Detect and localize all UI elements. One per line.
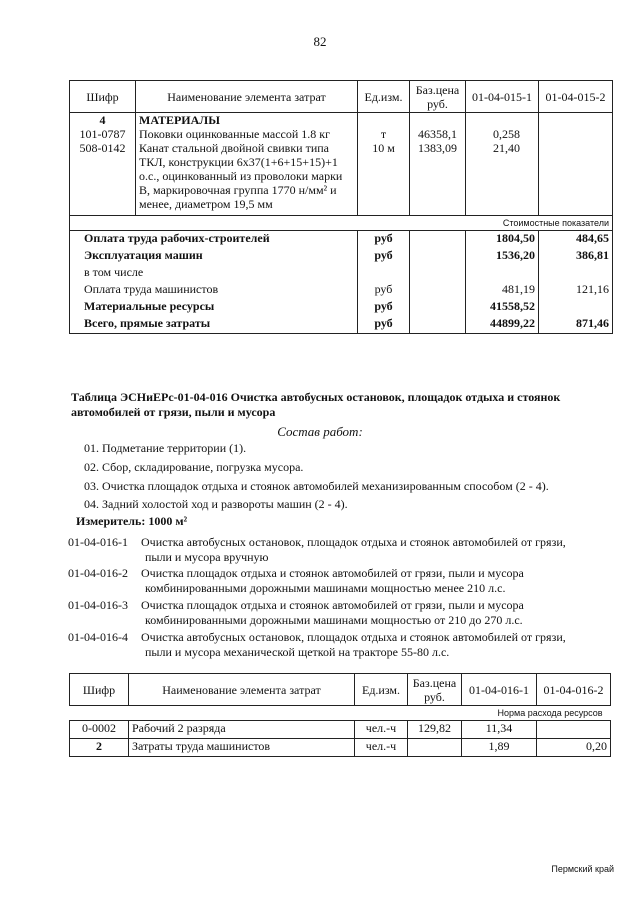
table-header-row bbox=[70, 674, 611, 706]
cost-name: Всего, прямые затраты bbox=[70, 316, 358, 334]
resource-name: Затраты труда машинистов bbox=[129, 739, 355, 757]
resource-code: 0-0002 bbox=[70, 721, 129, 739]
table-title: Таблица ЭСНиЕРс-01-04-016 Очистка автобусных остановок, площадок отдыха и стоянок автомобилей от грязи, пыли и мусора bbox=[71, 390, 561, 419]
item-description bbox=[141, 566, 611, 596]
cost-row bbox=[70, 265, 613, 282]
resource-unit: чел.-ч bbox=[355, 721, 408, 739]
cost-value-1: 41558,52 bbox=[466, 299, 539, 316]
header-code: Шифр bbox=[70, 674, 129, 706]
resource-price bbox=[408, 739, 462, 757]
item-description-line: пыли и мусора механической щеткой на тракторе 55-80 л.с. bbox=[145, 645, 450, 659]
cost-name: Оплата труда рабочих-строителей bbox=[70, 231, 358, 249]
material-unit: т bbox=[358, 127, 410, 141]
norm-caption-row bbox=[70, 706, 611, 721]
cost-value-1: 1804,50 bbox=[466, 231, 539, 249]
material-value-2 bbox=[539, 141, 613, 216]
resource-value-2 bbox=[537, 721, 611, 739]
item-description-line: Очистка площадок отдыха и стоянок автомобилей от грязи, пыли и мусора bbox=[141, 598, 524, 612]
table-row bbox=[70, 721, 611, 739]
material-price: 1383,09 bbox=[410, 141, 466, 216]
header-name: Наименование элемента затрат bbox=[129, 674, 355, 706]
composition-heading: Состав работ: bbox=[277, 424, 363, 439]
cost-unit: руб bbox=[358, 248, 410, 265]
cost-unit: руб bbox=[358, 299, 410, 316]
cost-value-1: 481,19 bbox=[466, 282, 539, 299]
resource-value-2: 0,20 bbox=[537, 739, 611, 757]
item-code: 01-04-016-4 bbox=[68, 630, 128, 644]
item-code: 01-04-016-2 bbox=[68, 566, 128, 580]
material-name-line: Канат стальной двойной свивки типа bbox=[139, 141, 330, 155]
material-name bbox=[136, 141, 358, 216]
item-description-line: Очистка автобусных остановок, площадок отдыха и стоянок автомобилей от грязи, bbox=[141, 535, 566, 549]
resource-table-01-04-016 bbox=[69, 673, 611, 757]
work-item: 03. Очистка площадок отдыха и стоянок автомобилей механизированным способом (2 - 4). bbox=[84, 479, 549, 493]
table-header-row bbox=[70, 81, 613, 113]
work-item: 01. Подметание территории (1). bbox=[84, 441, 247, 455]
header-code: Шифр bbox=[70, 81, 136, 113]
cost-value-1: 1536,20 bbox=[466, 248, 539, 265]
page-number: 82 bbox=[313, 34, 327, 49]
header-unit: Ед.изм. bbox=[358, 81, 410, 113]
header-name: Наименование элемента затрат bbox=[136, 81, 358, 113]
cost-name: Материальные ресурсы bbox=[70, 299, 358, 316]
cost-row bbox=[70, 282, 613, 299]
header-col-016-2: 01-04-016-2 bbox=[537, 674, 611, 706]
header-base-price: Баз.цена руб. bbox=[410, 81, 466, 113]
item-description bbox=[141, 535, 611, 565]
item-description-line: Очистка площадок отдыха и стоянок автомобилей от грязи, пыли и мусора bbox=[141, 566, 524, 580]
material-name-line: менее, диаметром 19,5 мм bbox=[139, 197, 273, 211]
item-description bbox=[141, 598, 611, 628]
section-code: 4 bbox=[70, 113, 136, 128]
section-row bbox=[70, 113, 613, 128]
cost-value-2 bbox=[539, 299, 613, 316]
material-unit: 10 м bbox=[358, 141, 410, 216]
material-name-line: о.с., оцинкованный из проволоки марки bbox=[139, 169, 343, 183]
cost-caption-row bbox=[70, 216, 613, 231]
cost-row bbox=[70, 248, 613, 265]
table-row bbox=[70, 127, 613, 141]
header-col-016-1: 01-04-016-1 bbox=[462, 674, 537, 706]
material-value-2 bbox=[539, 127, 613, 141]
header-unit: Ед.изм. bbox=[355, 674, 408, 706]
material-name: Поковки оцинкованные массой 1.8 кг bbox=[136, 127, 358, 141]
cost-unit: руб bbox=[358, 231, 410, 249]
resource-unit: чел.-ч bbox=[355, 739, 408, 757]
footer-region: Пермский край bbox=[551, 864, 614, 874]
material-value-1: 0,258 bbox=[466, 127, 539, 141]
resource-name: Рабочий 2 разряда bbox=[129, 721, 355, 739]
resource-table-01-04-015 bbox=[69, 80, 613, 334]
resource-value-1: 11,34 bbox=[462, 721, 537, 739]
header-col-015-2: 01-04-015-2 bbox=[539, 81, 613, 113]
material-name-line: ТКЛ, конструкции 6х37(1+6+15+15)+1 bbox=[139, 155, 338, 169]
cost-name: в том числе bbox=[70, 265, 358, 282]
material-price: 46358,1 bbox=[410, 127, 466, 141]
resource-code: 2 bbox=[70, 739, 129, 757]
material-name-line: В, маркировочная группа 1770 н/мм² и bbox=[139, 183, 337, 197]
item-code: 01-04-016-1 bbox=[68, 535, 128, 549]
table-row bbox=[70, 141, 613, 216]
cost-value-2: 386,81 bbox=[539, 248, 613, 265]
cost-row bbox=[70, 231, 613, 249]
cost-row bbox=[70, 316, 613, 334]
item-description-line: комбинированными дорожными машинами мощностью менее 210 л.с. bbox=[145, 581, 506, 595]
cost-name: Эксплуатация машин bbox=[70, 248, 358, 265]
cost-value-2: 121,16 bbox=[539, 282, 613, 299]
cost-unit: руб bbox=[358, 282, 410, 299]
item-description bbox=[141, 630, 611, 660]
cost-name: Оплата труда машинистов bbox=[70, 282, 358, 299]
resource-value-1: 1,89 bbox=[462, 739, 537, 757]
material-code: 508-0142 bbox=[70, 141, 136, 216]
item-description-line: Очистка автобусных остановок, площадок отдыха и стоянок автомобилей от грязи, bbox=[141, 630, 566, 644]
work-item: 04. Задний холостой ход и развороты машин (2 - 4). bbox=[84, 497, 348, 511]
cost-value-1: 44899,22 bbox=[466, 316, 539, 334]
norm-caption: Норма расхода ресурсов bbox=[70, 706, 611, 721]
section-name: МАТЕРИАЛЫ bbox=[136, 113, 358, 128]
work-item: 02. Сбор, складирование, погрузка мусора. bbox=[84, 460, 304, 474]
cost-value-2: 484,65 bbox=[539, 231, 613, 249]
resource-price: 129,82 bbox=[408, 721, 462, 739]
item-description-line: комбинированными дорожными машинами мощностью от 210 до 270 л.с. bbox=[145, 613, 523, 627]
cost-value-2: 871,46 bbox=[539, 316, 613, 334]
item-description-line: пыли и мусора вручную bbox=[145, 550, 269, 564]
material-value-1: 21,40 bbox=[466, 141, 539, 216]
item-code: 01-04-016-3 bbox=[68, 598, 128, 612]
material-code: 101-0787 bbox=[70, 127, 136, 141]
measure-unit: Измеритель: 1000 м² bbox=[76, 514, 188, 528]
cost-unit: руб bbox=[358, 316, 410, 334]
header-col-015-1: 01-04-015-1 bbox=[466, 81, 539, 113]
header-base-price: Баз.цена руб. bbox=[408, 674, 462, 706]
cost-row bbox=[70, 299, 613, 316]
cost-caption: Стоимостные показатели bbox=[410, 216, 613, 231]
table-row bbox=[70, 739, 611, 757]
